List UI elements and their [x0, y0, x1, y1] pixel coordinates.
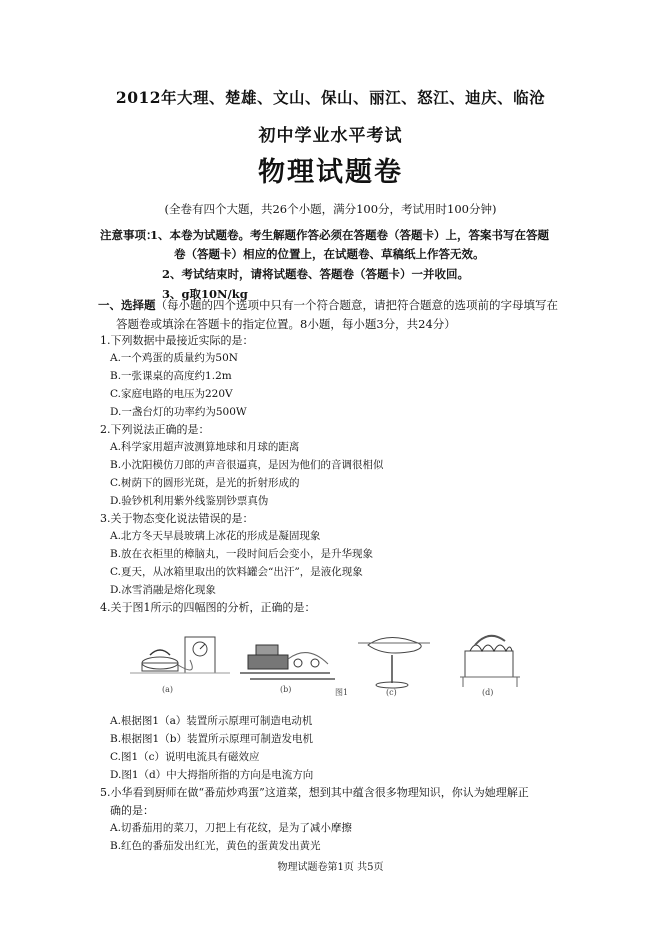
- figure-1a-apparatus: [130, 637, 230, 673]
- question-3-option-d: D.冰雪消融是熔化现象: [110, 584, 216, 596]
- section-1-desc-line-2: 答题卷或填涂在答题卡的指定位置。8小题，每小题3分，共24分）: [116, 317, 456, 331]
- question-5-option-b: B.红色的番茄发出红光，黄色的蛋黄发出黄光: [110, 840, 321, 852]
- figure-1d-label: (d): [482, 688, 494, 697]
- question-3-option-a: A.北方冬天早晨玻璃上冰花的形成是凝固现象: [110, 530, 321, 542]
- exam-title-subject: 物理试题卷: [258, 157, 403, 188]
- question-2-option-d: D.验钞机利用紫外线鉴别钞票真伪: [110, 495, 269, 507]
- figure-1a-label: (a): [162, 685, 174, 694]
- figure-1-illustration: [130, 615, 530, 705]
- question-2-option-a: A.科学家用超声波测算地球和月球的距离: [110, 441, 300, 453]
- question-3-stem: 3.关于物态变化说法错误的是：: [100, 512, 254, 525]
- question-3-option-c: C.夏天，从冰箱里取出的饮料罐会“出汗”，是液化现象: [110, 566, 363, 578]
- notice-label: 注意事项：: [100, 228, 158, 242]
- exam-subtitle: (全卷有四个大题，共26个小题，满分100分，考试用时100分钟): [164, 202, 497, 216]
- question-2-stem: 2.下列说法正确的是：: [100, 423, 210, 436]
- question-4-option-c: C.图1（c）说明电流具有磁效应: [110, 751, 260, 763]
- figure-1c-label: (c): [386, 688, 397, 697]
- exam-title-level: 初中学业水平考试: [258, 126, 403, 146]
- question-1-option-b: B.一张课桌的高度约1.2m: [110, 370, 232, 382]
- figure-1b-apparatus: [240, 645, 335, 679]
- question-5-stem-line-2: 确的是：: [110, 804, 154, 817]
- figure-1-caption: 图1: [335, 688, 349, 697]
- figure-1d-apparatus: [460, 636, 520, 687]
- notice-line-3: 2、考试结束时，请将试题卷、答题卷（答题卡）一并收回。: [162, 267, 469, 281]
- question-5-option-a: A.切番茄用的菜刀，刀把上有花纹，是为了减小摩擦: [110, 822, 352, 834]
- question-4-stem: 4.关于图1所示的四幅图的分析，正确的是：: [100, 601, 316, 614]
- question-1-option-a: A.一个鸡蛋的质量约为50N: [110, 352, 238, 364]
- section-1-header: [98, 296, 568, 334]
- figure-1c-apparatus: [358, 637, 430, 688]
- question-1-option-c: C.家庭电路的电压为220V: [110, 388, 233, 400]
- question-5-stem-line-1: 5.小华看到厨师在做“番茄炒鸡蛋”这道菜，想到其中蕴含很多物理知识，你认为她理解正: [100, 786, 529, 799]
- page-footer: 物理试题卷第1页 共5页: [277, 862, 384, 873]
- notice-line-4: 3、g取10N/kg: [162, 287, 248, 301]
- question-4-option-d: D.图1（d）中大拇指所指的方向是电流方向: [110, 769, 314, 781]
- question-2-option-c: C.树荫下的圆形光斑，是光的折射形成的: [110, 477, 300, 489]
- section-1-heading: 一、选择题: [98, 298, 156, 312]
- section-1-desc-line-1: （每小题的四个选项中只有一个符合题意，请把符合题意的选项前的字母填写在: [155, 298, 558, 312]
- notice-line-1: 1、本卷为试题卷。考生解题作答必须在答题卷（答题卡）上，答案书写在答题: [150, 228, 549, 242]
- question-1-stem: 1.下列数据中最接近实际的是：: [100, 334, 254, 347]
- figure-1b-label: (b): [280, 685, 292, 694]
- question-4-option-b: B.根据图1（b）装置所示原理可制造发电机: [110, 733, 313, 745]
- notice-line-2: 卷（答题卡）相应的位置上，在试题卷、草稿纸上作答无效。: [174, 247, 485, 261]
- question-4-option-a: A.根据图1（a）装置所示原理可制造电动机: [110, 715, 313, 727]
- question-3-option-b: B.放在衣柜里的樟脑丸，一段时间后会变小，是升华现象: [110, 548, 374, 560]
- question-2-option-b: B.小沈阳模仿刀郎的声音很逼真，是因为他们的音调很相似: [110, 459, 384, 471]
- exam-title-regions: 2012年大理、楚雄、文山、保山、丽江、怒江、迪庆、临沧: [115, 88, 546, 107]
- question-1-option-d: D.一盏台灯的功率约为500W: [110, 406, 247, 418]
